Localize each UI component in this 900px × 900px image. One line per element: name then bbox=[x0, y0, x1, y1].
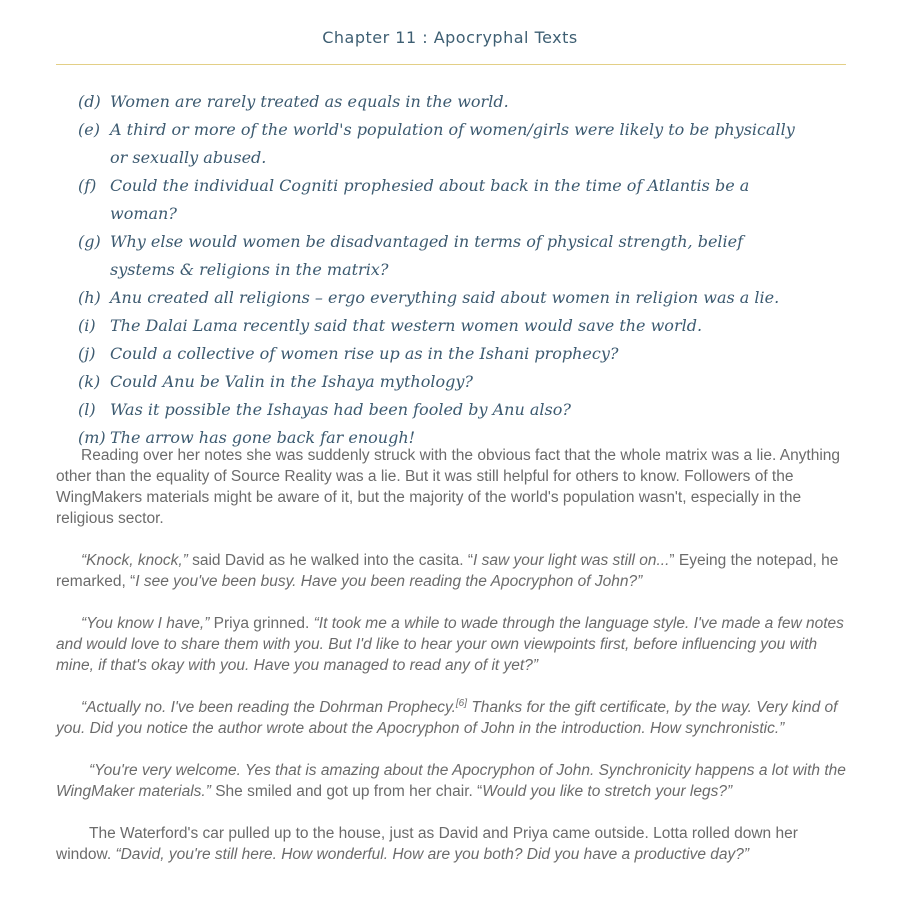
chapter-title: Chapter 11 : Apocryphal Texts bbox=[322, 28, 578, 47]
note-item: (g) Why else would women be disadvantaged in terms of physical strength, belief systems & religions in the matrix? bbox=[78, 232, 744, 279]
note-item: (f) Could the individual Cogniti prophesied about back in the time of Atlantis be a woman? bbox=[78, 176, 750, 223]
note-item: (h) Anu created all religions – ergo everything said about women in religion was a lie. bbox=[78, 288, 780, 307]
header-divider bbox=[56, 64, 846, 65]
note-item: (i) The Dalai Lama recently said that western women would save the world. bbox=[78, 316, 703, 335]
note-item: (k) Could Anu be Valin in the Ishaya mythology? bbox=[78, 372, 473, 391]
note-item: (d) Women are rarely treated as equals in the world. bbox=[78, 92, 509, 111]
body-text bbox=[56, 445, 846, 886]
handwritten-notes-list bbox=[78, 88, 808, 452]
paragraph: Reading over her notes she was suddenly struck with the obvious fact that the whole matrix was a lie. Anything other than the equality of Source Reality was a lie. But it was still helpful for others to know. Followers of the WingMakers materials might be aware of it, but the majority of the world's population wasn't, especially in the religious sector. bbox=[56, 447, 841, 527]
note-item: (e) A third or more of the world's population of women/girls were likely to be physically or sexually abused. bbox=[78, 120, 795, 167]
paragraph: “Knock, knock,” said David as he walked into the casita. “I saw your light was still on...” Eyeing the notepad, he remarked, “I see you've been busy. Have you been reading the Apocryphon of John?” bbox=[56, 552, 839, 590]
note-item: (l) Was it possible the Ishayas had been fooled by Anu also? bbox=[78, 400, 571, 419]
note-item: (j) Could a collective of women rise up as in the Ishani prophecy? bbox=[78, 344, 619, 363]
note-item: (m) The arrow has gone back far enough! bbox=[78, 428, 416, 447]
paragraph: “You know I have,” Priya grinned. “It took me a while to wade through the language style. I've made a few notes and would love to share them with you. But I'd like to hear your own viewpoints first, before influencing you with mine, if that's okay with you. Have you managed to read any of it yet?” bbox=[56, 615, 844, 674]
paragraph: The Waterford's car pulled up to the house, just as David and Priya came outside. Lotta rolled down her window. “David, you're still here. How wonderful. How are you both? Did you have a productive day?” bbox=[56, 825, 798, 863]
paragraph: “Actually no. I've been reading the Dohrman Prophecy.[6] Thanks for the gift certificate, by the way. Very kind of you. Did you notice the author wrote about the Apocryphon of John in the introduction. How synchronistic.” bbox=[56, 697, 838, 737]
footnote-reference[interactable]: [6] bbox=[455, 697, 468, 709]
paragraph: “You're very welcome. Yes that is amazing about the Apocryphon of John. Synchronicity happens a lot with the WingMaker materials.” She smiled and got up from her chair. “Would you like to stretch your legs?” bbox=[56, 762, 846, 800]
